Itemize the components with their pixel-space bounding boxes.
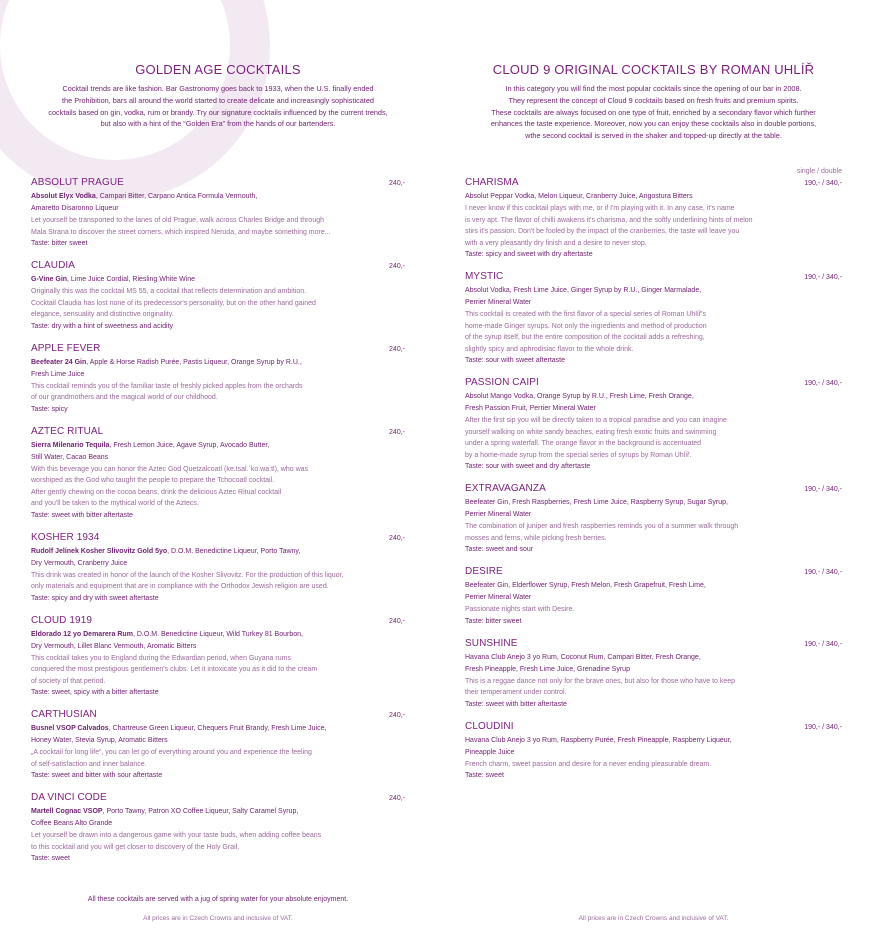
menu-item-header	[465, 638, 842, 652]
cocktail-description	[465, 309, 800, 355]
cocktail-price: 240,-	[389, 617, 405, 625]
main-spirit: Sierra Milenario Tequila	[31, 441, 110, 449]
description-line: Let yourself be drawn into a dangerous game with your taste buds, when adding coffee beans	[31, 832, 322, 839]
menu-item-header	[31, 260, 405, 274]
description-line: conquered the most prestigious gentlemen's clubs. Let it intoxicate you as it did to the cream	[31, 666, 318, 673]
ingredient-line: Havana Club Anejo 3 yo Rum, Coconut Rum, Campari Bitter, Fresh Orange,	[465, 653, 701, 661]
description-line: yourself walking on white sandy beaches, eating fresh exotic fruits and swimming	[465, 428, 717, 436]
description-line: After the first sip you will be directly taken to a tropical paradise and you can imagine	[465, 417, 727, 424]
ingredient-line: Beefeater Gin, Elderflower Syrup, Fresh Melon, Fresh Grapefruit, Fresh Lime,	[465, 582, 706, 589]
intro-line: In this category you will find the most popular cocktails since the opening of our bar in 2008.	[505, 84, 802, 93]
description-line: „A cocktail for long life“, you can let go of everything around you and experience the feeling	[31, 749, 312, 756]
cloud9-title: CLOUD 9 ORIGINAL COCKTAILS BY ROMAN UHLÍŘ	[492, 62, 815, 77]
menu-item-header	[31, 343, 405, 357]
intro-line: enhances the taste experience. Moreover, now you can enjoy these cocktails also in double portions,	[490, 119, 817, 129]
menu-item-header	[465, 377, 842, 391]
ingredient-line: Perrier Mineral Water	[465, 594, 532, 601]
cloud9-header	[465, 62, 842, 142]
menu-item	[465, 638, 842, 710]
ingredient-rest: , Lime Juice Cordial, Riesling White Wine	[67, 276, 196, 283]
cocktail-description	[465, 203, 800, 249]
menu-item	[465, 271, 842, 366]
description-line: only materials and equipment that are in compliance with the Orthodox Jewish religion are used.	[31, 583, 329, 590]
cocktail-ingredients	[465, 191, 795, 203]
ingredient-line	[31, 629, 361, 641]
cocktail-name: APPLE FEVER	[31, 342, 101, 354]
ingredient-line: Perrier Mineral Water	[465, 299, 532, 306]
main-spirit: Beefeater 24 Gin	[31, 358, 87, 366]
description-line: by a home-made syrup from the special series of syrups by Roman Uhlíř.	[465, 451, 692, 459]
cocktail-description	[465, 676, 800, 699]
menu-item	[31, 260, 405, 332]
cocktail-description	[465, 604, 800, 616]
menu-item-header	[31, 709, 405, 723]
description-line: under a spring waterfall. The orange flavor in the background is accentuated	[465, 440, 702, 447]
menu-item-header	[31, 177, 405, 191]
cocktail-taste: Taste: sweet	[31, 855, 70, 862]
cocktail-description	[31, 570, 366, 593]
cocktail-name: PASSION CAIPI	[465, 377, 539, 388]
cocktail-taste: Taste: sweet and bitter with sour aftertaste	[31, 772, 163, 779]
ingredient-line: Fresh Lime Juice	[31, 370, 85, 378]
cocktail-ingredients	[31, 546, 361, 570]
description-line: slightly spicy and aphrodisiac flavor to the whole drink.	[465, 345, 634, 353]
ingredient-line: Fresh Passion Fruit, Perrier Mineral Water	[465, 405, 596, 412]
cocktail-description	[31, 653, 366, 688]
cocktail-taste: Taste: spicy and dry with sweet aftertaste	[31, 594, 159, 602]
cocktail-name: EXTRAVAGANZA	[465, 483, 546, 494]
menu-item	[31, 532, 405, 604]
cocktail-price: 190,- / 340,-	[804, 274, 842, 281]
water-footnote: All these cocktails are served with a jug of spring water for your absolute enjoyment.	[87, 896, 349, 903]
ingredient-rest: , Campari Bitter, Carpano Antica Formula Vermouth,	[95, 193, 258, 200]
description-line: stirs it's passion. Don't be fooled by the impact of the cranberries, the taste will leave you	[465, 228, 740, 235]
cocktail-taste: Taste: bitter sweet	[465, 617, 522, 625]
cocktail-name: CLOUD 1919	[31, 614, 93, 626]
golden-age-intro	[31, 83, 405, 130]
ingredient-line: Amaretto Disaronno Liqueur	[31, 205, 119, 212]
cocktail-taste: Taste: spicy and sweet with dry aftertaste	[465, 251, 593, 258]
menu-item	[465, 566, 842, 627]
description-line: elegance, sensuality and distinctive originality.	[31, 311, 174, 318]
ingredient-rest: , Fresh Lemon Juice, Agave Syrup, Avocado Butter,	[109, 441, 270, 449]
menu-item	[465, 177, 842, 260]
menu-item-header	[31, 532, 405, 546]
main-spirit: Busnel VSOP Calvados	[31, 725, 109, 732]
cocktail-description	[31, 215, 366, 238]
cocktail-price: 190,- / 340,-	[804, 569, 842, 576]
ingredient-line	[31, 546, 361, 558]
cocktail-taste: Taste: sour with sweet aftertaste	[465, 357, 565, 364]
intro-line: They represent the concept of Cloud 9 cocktails based on fresh fruits and premium spirits.	[508, 95, 799, 105]
ingredient-rest: , Porto Tawny, Patron XO Coffee Liqueur, Salty Caramel Syrup,	[102, 808, 299, 815]
cocktail-price: 240,-	[389, 263, 405, 270]
description-line: This drink was created in honor of the launch of the Kosher Slivovitz. For the production of this liquor,	[31, 571, 344, 579]
cocktail-taste: Taste: sweet, spicy with a bitter aftertaste	[31, 689, 159, 696]
cocktail-price: 240,-	[389, 534, 405, 542]
menu-item	[31, 792, 405, 864]
cocktail-name: CLOUDINI	[465, 720, 514, 732]
cocktail-price: 240,-	[389, 345, 405, 353]
menu-item	[465, 377, 842, 472]
description-line: This cocktail reminds you of the familiar taste of freshly picked apples from the orchards	[31, 382, 303, 390]
cocktail-ingredients	[31, 440, 361, 464]
description-line: their temperament under control.	[465, 689, 567, 696]
cocktail-name: MYSTIC	[465, 271, 504, 282]
cocktail-name: CARTHUSIAN	[31, 709, 97, 720]
menu-item	[31, 177, 405, 249]
description-line: The combination of juniper and fresh raspberries reminds you of a summer walk through	[465, 523, 739, 530]
cocktail-price: 240,-	[389, 428, 405, 436]
description-line: home-made Ginger syrups. Not only the ingredients and method of production	[465, 322, 707, 330]
cocktail-ingredients	[31, 806, 361, 830]
cocktail-name: DESIRE	[465, 566, 503, 577]
cocktail-ingredients	[465, 391, 795, 415]
vat-note: All prices are in Czech Crowns and inclusive of VAT.	[143, 915, 293, 922]
intro-line: These cocktails are always focused on one type of fruit, enriched by a secondary flavor which further	[491, 107, 816, 117]
ingredient-line: Havana Club Anejo 3 yo Rum, Raspberry Purée, Fresh Pineapple, Raspberry Liqueur,	[465, 736, 732, 744]
intro-line: the Prohibition, bars all around the world started to create delicate and increasingly sophisticated	[62, 95, 374, 105]
cocktail-taste: Taste: spicy	[31, 405, 68, 413]
cocktail-name: CHARISMA	[465, 177, 519, 188]
ingredient-line: Pineapple Juice	[465, 748, 515, 756]
description-line: of self-satisfaction and inner balance.	[31, 760, 147, 768]
intro-line: cocktails based on gin, vodka, rum or brandy. Try our signature cocktails influenced by the current trends,	[48, 107, 388, 117]
menu-item-header	[31, 792, 405, 806]
menu-item-header	[465, 566, 842, 580]
cocktail-price: 190,- / 340,-	[804, 723, 842, 731]
vat-note: All prices are in Czech Crowns and inclusive of VAT.	[578, 915, 729, 922]
cocktail-taste: Taste: sweet with bitter aftertaste	[31, 511, 133, 519]
ingredient-line: Perrier Mineral Water	[465, 511, 532, 518]
description-line: This cocktail takes you to England during the Edwardian period, when Guyana rums	[31, 654, 291, 662]
ingredient-line: Absolut Peppar Vodka, Melon Liqueur, Cranberry Juice, Angostura Bitters	[465, 193, 693, 200]
ingredient-line: Dry Vermouth, Cranberry Juice	[31, 559, 128, 567]
ingredient-line	[31, 440, 361, 452]
ingredient-line	[31, 723, 361, 735]
description-line: After gently chewing on the cocoa beans, drink the delicious Aztec Ritual cocktail	[31, 488, 282, 496]
ingredient-line	[31, 806, 361, 818]
cocktail-taste: Taste: sweet and sour	[465, 546, 534, 553]
cocktail-description	[31, 381, 366, 404]
cocktail-ingredients	[31, 357, 361, 381]
menu-item	[465, 483, 842, 555]
cocktail-ingredients	[465, 652, 795, 676]
intro-line: but also with a hint of the “Golden Era” from the hands of our bartenders.	[100, 119, 336, 129]
cocktail-taste: Taste: bitter sweet	[31, 240, 88, 247]
description-line: mosses and ferns, while picking fresh berries.	[465, 534, 607, 542]
ingredient-line: Absolut Mango Vodka, Orange Syrup by R.U., Fresh Lime, Fresh Orange,	[465, 393, 694, 400]
description-line: This is a reggae dance not only for the brave ones, but also for those who have to keep	[465, 677, 736, 685]
cocktail-ingredients	[465, 580, 795, 604]
cocktail-description	[31, 830, 366, 853]
ingredient-line: Honey Water, Stevia Syrup, Aromatic Bitters	[31, 737, 168, 744]
price-column-header: single / double	[796, 168, 842, 175]
main-spirit: Eldorado 12 yo Demarera Rum	[31, 630, 133, 638]
cocktail-description	[465, 759, 800, 771]
cloud9-intro	[465, 83, 842, 142]
description-line: Passionate nights start with Desire.	[465, 606, 575, 613]
cocktail-ingredients	[465, 497, 795, 521]
description-line: worshiped as the God who taught the people to prepare the Tchocoatl cocktail.	[31, 477, 275, 484]
ingredient-line: Fresh Pineapple, Fresh Lime Juice, Grenadine Syrup	[465, 665, 630, 673]
description-line: with a very pleasantly dry finish and a desire to never stop.	[465, 239, 647, 247]
cocktail-description	[465, 415, 800, 461]
cocktail-description	[31, 286, 366, 321]
ingredient-line: Absolut Vodka, Fresh Lime Juice, Ginger Syrup by R.U., Ginger Marmalade,	[465, 287, 702, 294]
cocktail-taste: Taste: sweet	[465, 772, 504, 779]
cocktail-ingredients	[31, 723, 361, 747]
cocktail-price: 240,-	[389, 795, 405, 802]
cocktail-ingredients	[31, 629, 361, 653]
ingredient-line	[31, 357, 361, 369]
cocktail-description	[465, 521, 800, 544]
description-line: and you'll be taken to the mythical world of the Aztecs.	[31, 500, 199, 507]
description-line: I never know if this cocktail plays with me, or if I'm playing with it. In any case, it's name	[465, 205, 735, 212]
cocktail-ingredients	[31, 274, 361, 286]
menu-item	[31, 615, 405, 699]
main-spirit: Martell Cognac VSOP	[31, 808, 103, 815]
ingredient-rest: , D.O.M. Benedictine Liqueur, Wild Turkey 81 Bourbon,	[132, 630, 303, 638]
cocktail-name: AZTEC RITUAL	[31, 425, 104, 437]
description-line: This cocktail is created with the first flavor of a special series of Roman Uhlíř's	[465, 311, 706, 318]
menu-item	[31, 343, 405, 415]
intro-line: Cocktail trends are like fashion. Bar Gastronomy goes back to 1933, when the U.S. finally ended	[62, 84, 374, 93]
cocktail-price: 240,-	[389, 712, 405, 719]
main-spirit: G-Vine Gin	[31, 276, 68, 283]
menu-item	[465, 721, 842, 782]
menu-item-header	[31, 615, 405, 629]
cocktail-ingredients	[31, 191, 361, 215]
cloud9-menu-list	[465, 177, 842, 792]
menu-item-header	[465, 271, 842, 285]
description-line: to this cocktail and you will get closer to discovery of the Holy Grail.	[31, 843, 240, 851]
cocktail-price: 190,- / 340,-	[804, 486, 842, 493]
description-line: of society of that period.	[31, 677, 106, 685]
cocktail-description	[31, 747, 366, 770]
description-line: Cocktail Claudia has lost none of its predecessor's personality, but on the other hand gained	[31, 299, 316, 307]
description-line: With this beverage you can honor the Aztec God Quetzalcoatl (ke.tsal.ˈko.wa:tl), who was	[31, 465, 309, 473]
ingredient-rest: , D.O.M. Benedictine Liqueur, Porto Tawny,	[167, 547, 301, 555]
intro-line: wthe second cocktail is served in the shaker and topped-up directly at the table.	[525, 131, 782, 141]
golden-age-menu-list	[31, 177, 405, 875]
cocktail-price: 190,- / 340,-	[804, 180, 842, 187]
ingredient-line	[31, 191, 361, 203]
cocktail-taste: Taste: sweet with bitter aftertaste	[465, 700, 567, 708]
cocktail-name: CLAUDIA	[31, 260, 76, 271]
cocktail-taste: Taste: dry with a hint of sweetness and acidity	[31, 322, 174, 330]
ingredient-line: Dry Vermouth, Lillet Blanc Vermouth, Aromatic Bitters	[31, 642, 197, 650]
menu-item	[31, 426, 405, 521]
ingredient-line: Still Water, Cacao Beans	[31, 453, 109, 461]
menu-item-header	[31, 426, 405, 440]
cocktail-price: 190,- / 340,-	[804, 380, 842, 387]
cocktail-name: ABSOLUT PRAGUE	[31, 177, 124, 188]
ingredient-line: Coffee Beans Alto Grande	[31, 820, 113, 827]
description-line: Mala Strana to discover the street corners, which inspired Neruda, and maybe something more...	[31, 228, 331, 236]
description-line: of our grandmothers and the magical world of our childhood.	[31, 394, 218, 401]
main-spirit: Rudolf Jelínek Kosher Slivovitz Gold 5yo	[31, 547, 168, 555]
cocktail-taste: Taste: sour with sweet and dry aftertaste	[465, 463, 591, 470]
main-spirit: Absolut Elyx Vodka	[31, 193, 96, 200]
description-line: of the syrup itself, but the entire composition of the cocktail adds a refreshing,	[465, 334, 705, 341]
ingredient-rest: , Apple & Horse Radish Purée, Pastis Liqueur, Orange Syrup by R.U.,	[86, 358, 302, 366]
cocktail-name: SUNSHINE	[465, 637, 518, 649]
cocktail-price: 190,- / 340,-	[804, 640, 842, 648]
ingredient-line	[31, 274, 361, 286]
menu-item-header	[465, 483, 842, 497]
golden-age-title: GOLDEN AGE COCKTAILS	[135, 62, 301, 77]
description-line: Originally this was the cocktail MS 55, a cocktail that reflects determination and ambition.	[31, 288, 307, 295]
golden-age-header	[31, 62, 405, 130]
menu-item-header	[465, 177, 842, 191]
ingredient-line: Beefeater Gin, Fresh Raspberries, Fresh Lime Juice, Raspberry Syrup, Sugar Syrup,	[465, 499, 728, 506]
description-line: is very apt. The flavor of chilli awakens it's charisma, and the softly underlining hints of melon	[465, 216, 753, 224]
cocktail-ingredients	[465, 285, 795, 309]
cocktail-price: 240,-	[389, 180, 405, 187]
ingredient-rest: , Chartreuse Green Liqueur, Chequers Fruit Brandy, Fresh Lime Juice,	[108, 725, 327, 732]
menu-item	[31, 709, 405, 781]
cocktail-ingredients	[465, 735, 795, 759]
cocktail-name: DA VINCI CODE	[31, 792, 107, 803]
description-line: Let yourself be transported to the lanes of old Prague, walk across Charles Bridge and through	[31, 217, 325, 224]
description-line: French charm, sweet passion and desire for a never ending pleasurable dream.	[465, 760, 712, 768]
cocktail-description	[31, 464, 366, 510]
menu-item-header	[465, 721, 842, 735]
cocktail-name: KOSHER 1934	[31, 531, 100, 543]
